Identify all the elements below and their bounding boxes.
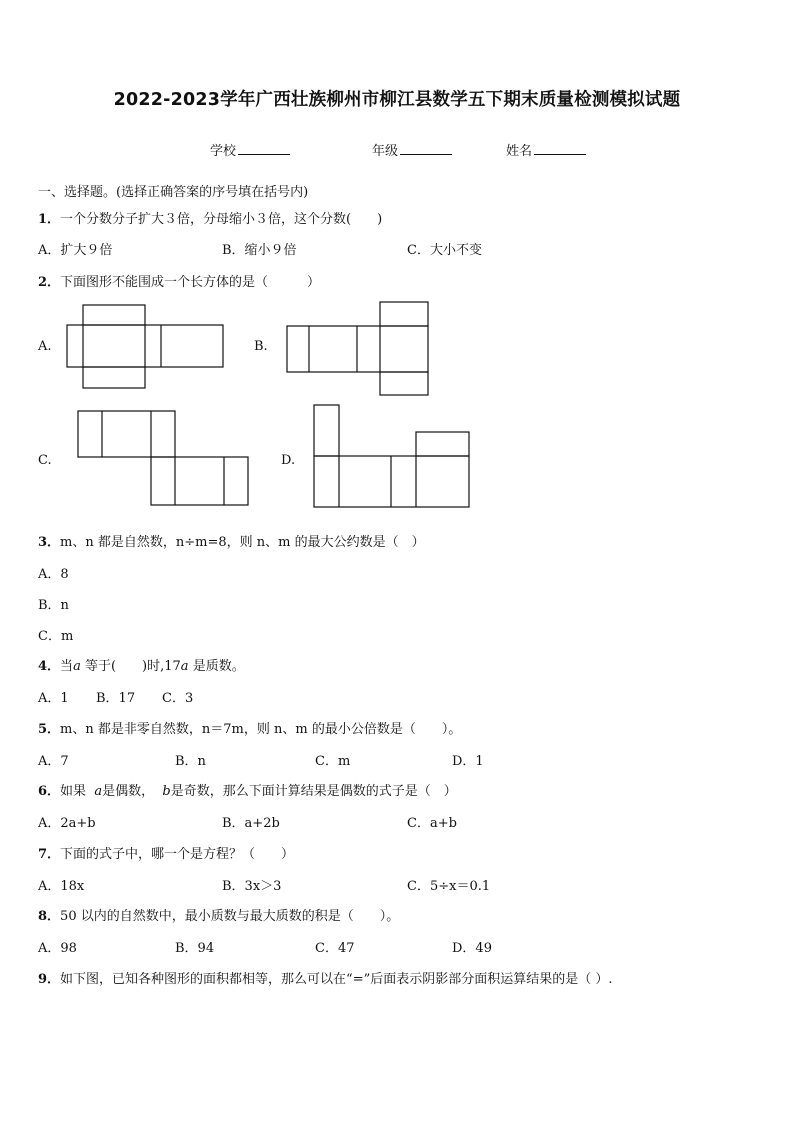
- q6-option-c: C．a+b: [407, 816, 457, 831]
- question-text: 下面图形不能围成一个长方体的是（ ）: [60, 275, 321, 290]
- question-1: [38, 208, 382, 227]
- q1-option-c: C．大小不变: [407, 243, 482, 258]
- grade-label: 年级: [372, 144, 399, 159]
- section-heading: 一、选择题。(选择正确答案的序号填在括号内): [38, 185, 309, 200]
- question-number: 1．: [38, 212, 61, 227]
- net-figure-a: [60, 300, 260, 399]
- q6-option-a: A．2a+b: [38, 816, 96, 831]
- school-field: [210, 140, 290, 159]
- q2-option-a: A.: [38, 339, 52, 354]
- question-number: 2．: [38, 275, 61, 290]
- q4-option-b: B．17: [96, 691, 136, 706]
- variable-a: a: [73, 659, 81, 674]
- question-text-pre: 如果: [60, 784, 87, 799]
- question-text: 一个分数分子扩大３倍，分母缩小３倍，这个分数( ): [60, 212, 383, 227]
- q2-option-c: C.: [38, 453, 52, 468]
- q5-option-b: B．n: [175, 754, 206, 769]
- question-3: [38, 531, 425, 550]
- variable-b: b: [162, 784, 171, 799]
- question-number: 4．: [38, 659, 61, 674]
- question-number: 7．: [38, 847, 61, 862]
- question-2: [38, 271, 320, 290]
- q4-option-a: A．1: [38, 691, 69, 706]
- q4-option-c: C．3: [162, 691, 194, 706]
- name-blank: [534, 142, 586, 155]
- q8-option-d: D．49: [452, 941, 492, 956]
- grade-blank: [400, 142, 452, 155]
- question-text-post: 是奇数，那么下面计算结果是偶数的式子是（ ）: [170, 784, 457, 799]
- question-8: [38, 905, 399, 924]
- question-6: [38, 780, 457, 799]
- name-label: 姓名: [506, 144, 533, 159]
- question-text-mid: 是偶数，: [102, 784, 155, 799]
- question-number: 5．: [38, 722, 61, 737]
- question-text: 50 以内的自然数中，最小质数与最大质数的积是（ ）。: [60, 909, 400, 924]
- q5-option-a: A．7: [38, 754, 69, 769]
- q1-option-b: B．缩小９倍: [222, 243, 297, 258]
- question-number: 6．: [38, 784, 61, 799]
- grade-field: [372, 140, 452, 159]
- q5-option-c: C．m: [315, 754, 351, 769]
- question-text: 如下图，已知各种图形的面积都相等，那么可以在“=”后面表示阴影部分面积运算结果的是（ ）.: [60, 972, 613, 987]
- q8-option-c: C．47: [315, 941, 355, 956]
- question-number: 3．: [38, 535, 61, 550]
- q7-option-a: A．18x: [38, 879, 85, 894]
- variable-a: a: [94, 784, 103, 799]
- q8-option-a: A．98: [38, 941, 77, 956]
- q2-option-b: B.: [254, 339, 268, 354]
- q7-option-b: B．3x＞3: [222, 879, 282, 894]
- q3-option-b: B．n: [38, 598, 69, 613]
- question-text-mid: 等于( )时,17: [84, 659, 181, 674]
- page-title: 2022-2023学年广西壮族柳州市柳江县数学五下期末质量检测模拟试题: [113, 90, 681, 110]
- net-figure-c: [72, 405, 257, 515]
- question-number: 8．: [38, 909, 61, 924]
- question-text-post: 是质数。: [192, 659, 245, 674]
- q1-option-a: A．扩大９倍: [38, 243, 113, 258]
- q7-option-c: C．5÷x＝0.1: [407, 879, 491, 894]
- q5-option-d: D．1: [452, 754, 484, 769]
- question-7: [38, 843, 294, 862]
- net-figure-b: [280, 296, 440, 405]
- q3-option-c: C．m: [38, 629, 74, 644]
- q6-option-b: B．a+2b: [222, 816, 280, 831]
- question-text: m、n 都是非零自然数，n＝7m，则 n、m 的最小公倍数是（ ）。: [60, 722, 462, 737]
- school-blank: [238, 142, 290, 155]
- q3-option-a: A．8: [38, 567, 69, 582]
- variable-a: a: [180, 659, 189, 674]
- question-number: 9．: [38, 972, 61, 987]
- question-text: 下面的式子中，哪一个是方程？（ ）: [60, 847, 295, 862]
- question-5: [38, 718, 461, 737]
- school-label: 学校: [210, 144, 237, 159]
- question-4: [38, 655, 245, 674]
- name-field: [506, 140, 586, 159]
- question-text-pre: 当: [60, 659, 74, 674]
- question-9: [38, 968, 613, 987]
- q2-option-d: D.: [281, 453, 296, 468]
- q8-option-b: B．94: [175, 941, 215, 956]
- net-figure-d: [308, 400, 478, 516]
- question-text: m、n 都是自然数，n÷m=8，则 n、m 的最大公约数是（ ）: [60, 535, 425, 550]
